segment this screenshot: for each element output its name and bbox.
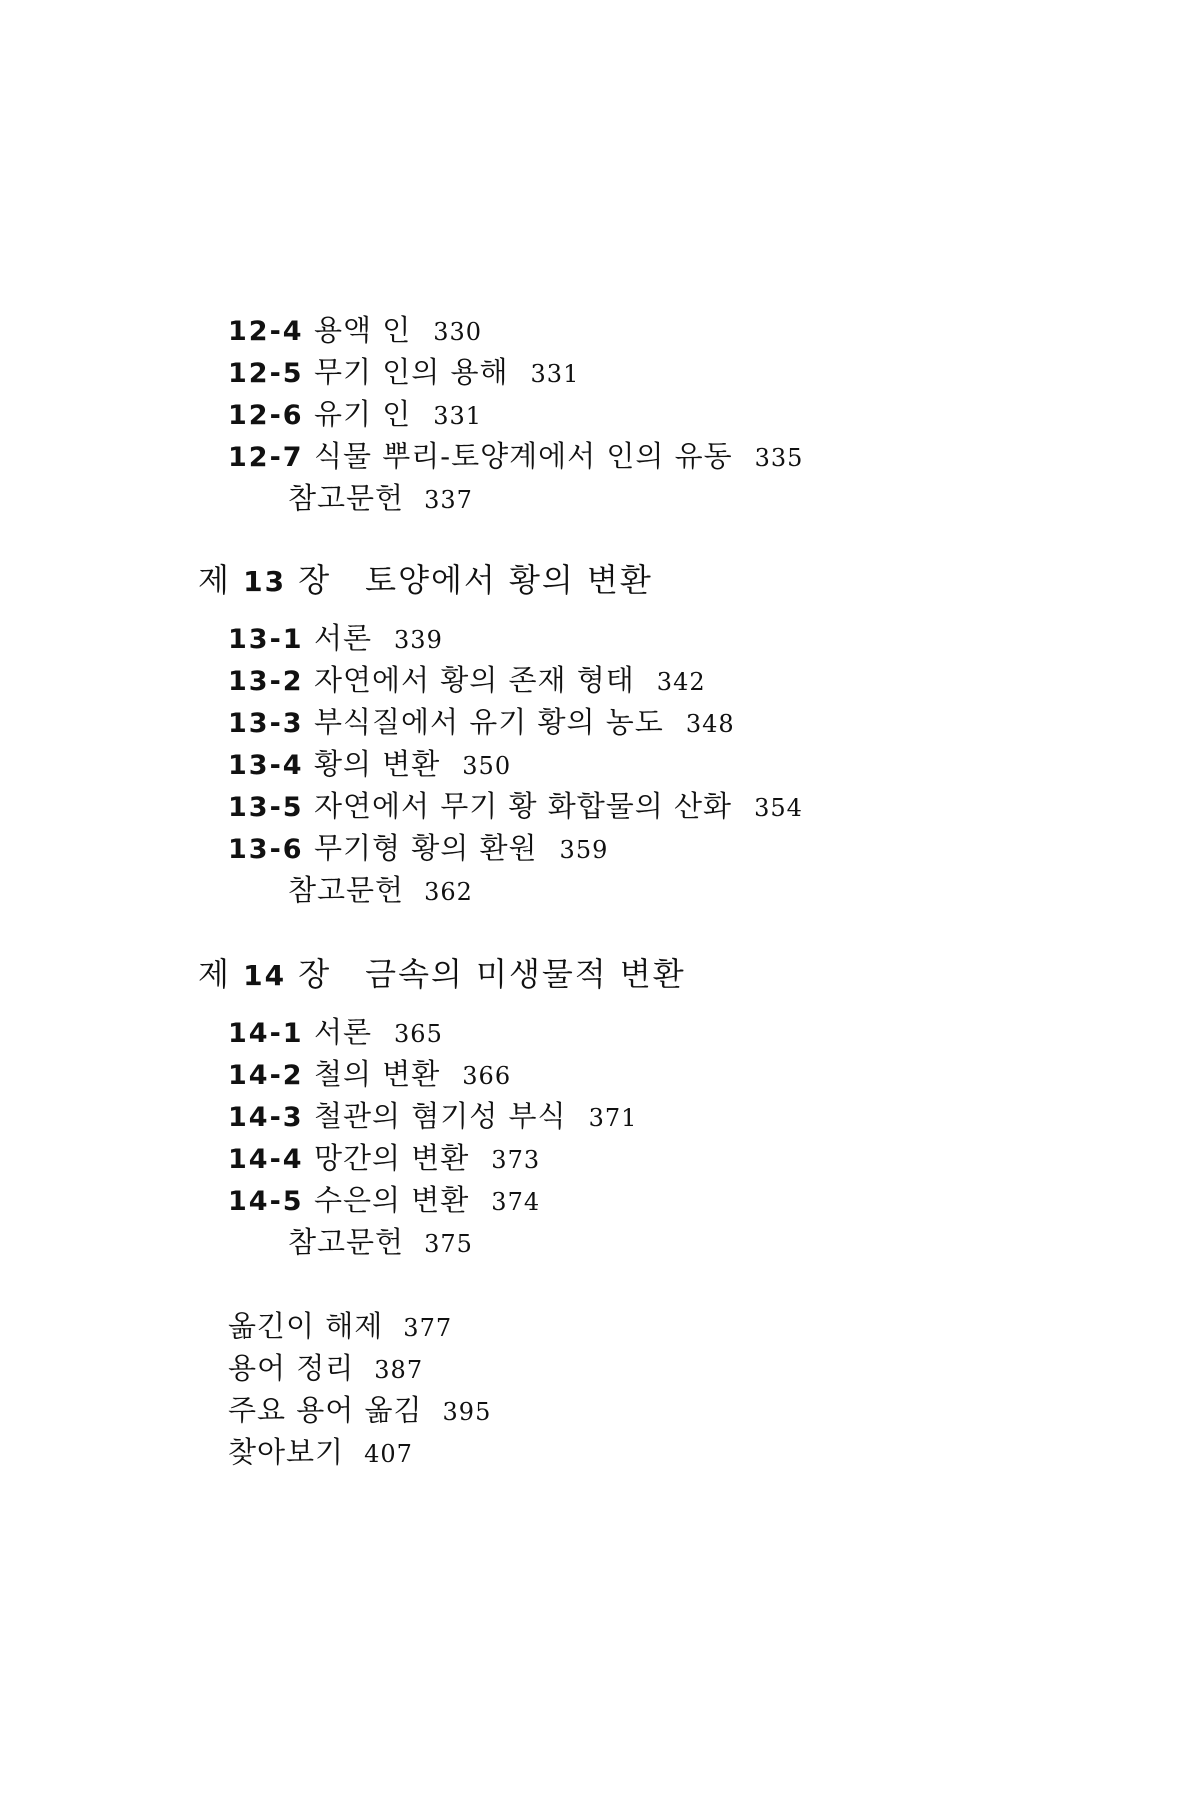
chapter-suffix: 장 <box>298 955 332 993</box>
section-title: 무기형 황의 환원 <box>314 831 538 865</box>
back-matter-title: 주요 용어 옮김 <box>228 1393 423 1427</box>
chapter-suffix: 장 <box>298 561 332 599</box>
section-number: 14-2 <box>228 1060 304 1091</box>
toc-back-matter-entry <box>228 1393 492 1427</box>
toc-entry <box>228 789 803 823</box>
chapter-heading <box>198 955 686 993</box>
toc-entry <box>228 355 580 389</box>
section-number: 13-4 <box>228 750 304 781</box>
section-title: 식물 뿌리-토양계에서 인의 유동 <box>314 439 733 473</box>
page-number: 359 <box>559 836 609 864</box>
page-number: 350 <box>462 752 512 780</box>
section-number: 14-5 <box>228 1186 304 1217</box>
section-title: 황의 변환 <box>314 747 441 781</box>
page-number: 375 <box>424 1230 473 1258</box>
section-title: 철의 변환 <box>314 1057 441 1091</box>
section-number: 12-7 <box>228 442 304 473</box>
back-matter-title: 찾아보기 <box>228 1435 345 1469</box>
page-number: 362 <box>424 878 473 906</box>
section-number: 14-4 <box>228 1144 304 1175</box>
chapter-prefix: 제 <box>198 561 231 599</box>
section-number: 12-6 <box>228 400 304 431</box>
page-number: 387 <box>374 1356 424 1384</box>
page-number: 374 <box>491 1188 541 1216</box>
page-number: 354 <box>754 794 803 822</box>
toc-entry <box>228 747 512 781</box>
page-number: 365 <box>394 1020 443 1048</box>
page-number: 366 <box>462 1062 512 1090</box>
page-number: 342 <box>656 668 706 696</box>
toc-references <box>288 873 473 907</box>
toc-entry <box>228 1057 512 1091</box>
page-number: 335 <box>754 444 804 472</box>
chapter-number: 13 <box>243 565 287 598</box>
chapter-number: 14 <box>243 959 287 992</box>
section-number: 14-3 <box>228 1102 304 1133</box>
chapter-title: 금속의 미생물적 변환 <box>365 955 686 993</box>
back-matter-title: 옮긴이 해제 <box>228 1309 384 1343</box>
toc-back-matter-entry <box>228 1309 453 1343</box>
section-number: 13-5 <box>228 792 304 823</box>
section-title: 무기 인의 용해 <box>314 355 509 389</box>
page-number: 339 <box>394 626 443 654</box>
page-number: 395 <box>442 1398 492 1426</box>
section-number: 12-5 <box>228 358 304 389</box>
chapter-label <box>198 955 332 993</box>
toc-back-matter-entry <box>228 1351 424 1385</box>
chapter-title: 토양에서 황의 변환 <box>365 561 653 599</box>
toc-back-matter-entry <box>228 1435 413 1469</box>
toc-entry <box>228 313 483 347</box>
chapter-prefix: 제 <box>198 955 231 993</box>
toc-entry <box>228 1183 541 1217</box>
page-number: 348 <box>685 710 735 738</box>
section-title: 자연에서 황의 존재 형태 <box>314 663 635 697</box>
toc-entry <box>228 705 735 739</box>
toc-entry <box>228 621 443 655</box>
references-title: 참고문헌 <box>288 1225 405 1259</box>
page-number: 371 <box>588 1104 638 1132</box>
references-title: 참고문헌 <box>288 481 405 515</box>
toc-entry <box>228 831 609 865</box>
section-title: 망간의 변환 <box>314 1141 470 1175</box>
page-number: 377 <box>403 1314 453 1342</box>
page-number: 331 <box>433 402 483 430</box>
page-number: 407 <box>364 1440 413 1468</box>
section-title: 부식질에서 유기 황의 농도 <box>314 705 664 739</box>
section-title: 서론 <box>314 1015 373 1049</box>
section-number: 12-4 <box>228 316 304 347</box>
toc-entry <box>228 663 706 697</box>
toc-references <box>288 1225 473 1259</box>
toc-entry <box>228 1099 638 1133</box>
page-number: 331 <box>530 360 580 388</box>
section-title: 수은의 변환 <box>314 1183 470 1217</box>
page-number: 373 <box>491 1146 541 1174</box>
page-number: 337 <box>424 486 473 514</box>
references-title: 참고문헌 <box>288 873 405 907</box>
section-title: 자연에서 무기 황 화합물의 산화 <box>314 789 733 823</box>
section-number: 13-6 <box>228 834 304 865</box>
section-title: 서론 <box>314 621 373 655</box>
toc-entry <box>228 1015 443 1049</box>
toc-references <box>288 481 473 515</box>
section-number: 13-2 <box>228 666 304 697</box>
section-title: 유기 인 <box>314 397 412 431</box>
toc-entry <box>228 397 483 431</box>
section-number: 14-1 <box>228 1018 304 1049</box>
section-number: 13-1 <box>228 624 304 655</box>
chapter-heading <box>198 561 653 599</box>
toc-entry <box>228 439 804 473</box>
page-number: 330 <box>433 318 483 346</box>
section-number: 13-3 <box>228 708 304 739</box>
section-title: 용액 인 <box>314 313 412 347</box>
section-title: 철관의 혐기성 부식 <box>314 1099 567 1133</box>
toc-entry <box>228 1141 541 1175</box>
chapter-label <box>198 561 332 599</box>
back-matter-title: 용어 정리 <box>228 1351 355 1385</box>
